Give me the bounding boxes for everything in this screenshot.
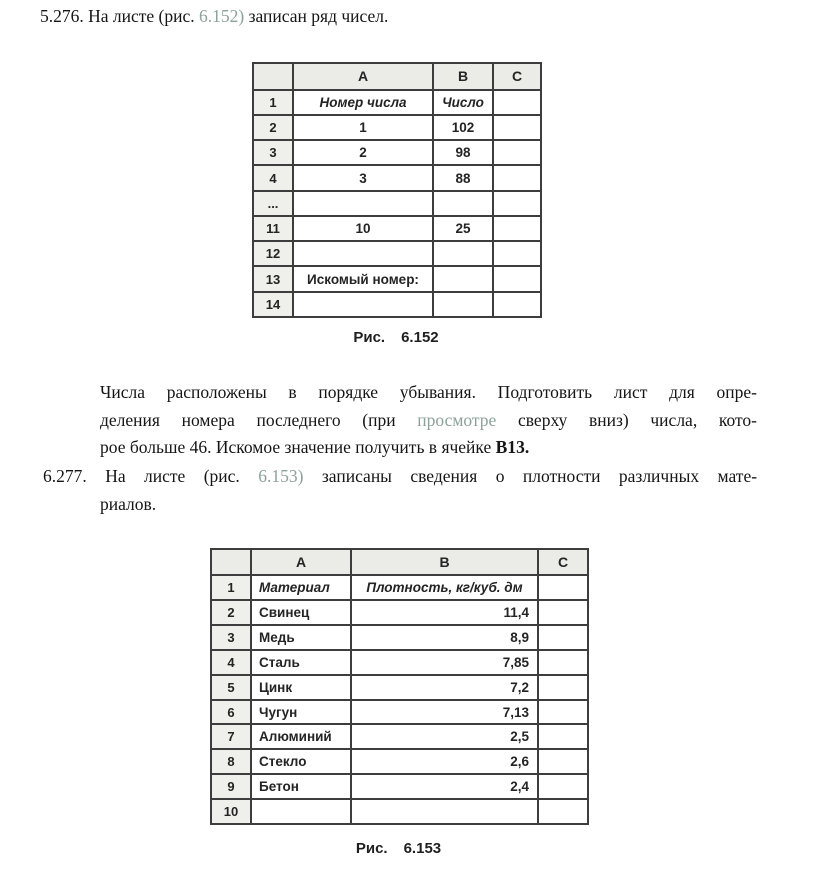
table-row (211, 774, 588, 799)
figure-caption-6152 (252, 329, 540, 346)
paragraph-line (43, 463, 757, 491)
statement-text: записан ряд чисел. (248, 6, 389, 26)
cell-a8: Стекло (251, 749, 351, 774)
figure-caption-6153 (210, 840, 587, 857)
table-row (211, 600, 588, 625)
table-row (253, 216, 541, 241)
row-header-14: 14 (253, 292, 293, 317)
caption-number: 6.152 (401, 329, 439, 346)
column-header-c: C (493, 63, 541, 90)
cell-a1: Материал (251, 575, 351, 600)
table-row (253, 90, 541, 115)
column-header-a: A (251, 549, 351, 575)
cell-c6 (538, 700, 588, 725)
table-row (211, 575, 588, 600)
spreadsheet-figure-6153 (210, 548, 589, 825)
cell-b12 (433, 241, 493, 266)
cell-b13 (433, 266, 493, 291)
table-row (211, 700, 588, 725)
spreadsheet-figure-6152 (252, 62, 542, 318)
cell-b6: 7,13 (351, 700, 538, 725)
cell-c2 (538, 600, 588, 625)
cell-b2: 11,4 (351, 600, 538, 625)
table-row (211, 625, 588, 650)
figure-reference: 6.153) (258, 466, 304, 486)
cell-b1: Плотность, кг/куб. дм (351, 575, 538, 600)
table-row (211, 799, 588, 824)
paragraph-line (100, 407, 757, 435)
cell-c2 (493, 115, 541, 140)
row-header-3: 3 (253, 140, 293, 165)
problem-5276-statement (40, 3, 780, 31)
cell-c-ellipsis (493, 191, 541, 216)
problem-6277-statement (43, 463, 757, 518)
paragraph-line (100, 434, 757, 462)
cell-c4 (493, 165, 541, 190)
row-header-ellipsis: ... (253, 191, 293, 216)
table-row (211, 650, 588, 675)
row-header-10: 10 (211, 799, 251, 824)
cell-c8 (538, 749, 588, 774)
cell-c7 (538, 724, 588, 749)
cell-b9: 2,4 (351, 774, 538, 799)
caption-label: Рис. (353, 329, 386, 346)
table-row (253, 140, 541, 165)
cell-c1 (493, 90, 541, 115)
cell-a-ellipsis (293, 191, 433, 216)
column-header-b: B (433, 63, 493, 90)
cell-c5 (538, 675, 588, 700)
row-header-1: 1 (211, 575, 251, 600)
cell-a14 (293, 292, 433, 317)
cell-b11: 25 (433, 216, 493, 241)
cell-a13: Искомый номер: (293, 266, 433, 291)
row-header-9: 9 (211, 774, 251, 799)
cell-c10 (538, 799, 588, 824)
row-header-6: 6 (211, 700, 251, 725)
table-row (253, 241, 541, 266)
cell-c12 (493, 241, 541, 266)
row-header-5: 5 (211, 675, 251, 700)
corner-cell (253, 63, 293, 90)
table-row (253, 191, 541, 216)
caption-number: 6.153 (403, 840, 442, 857)
caption-label: Рис. (355, 840, 388, 857)
cell-a3: 2 (293, 140, 433, 165)
statement-text: На листе (рис. (105, 466, 240, 486)
cell-a5: Цинк (251, 675, 351, 700)
column-header-row (253, 63, 541, 90)
figure-reference: 6.152) (199, 6, 245, 26)
row-header-3: 3 (211, 625, 251, 650)
cell-a3: Медь (251, 625, 351, 650)
cell-b7: 2,5 (351, 724, 538, 749)
cell-c9 (538, 774, 588, 799)
row-header-8: 8 (211, 749, 251, 774)
cell-a7: Алюминий (251, 724, 351, 749)
cell-b3: 8,9 (351, 625, 538, 650)
cell-b4: 7,85 (351, 650, 538, 675)
column-header-row (211, 549, 588, 575)
cell-b14 (433, 292, 493, 317)
table-row (211, 675, 588, 700)
cell-a6: Чугун (251, 700, 351, 725)
cell-a2: Свинец (251, 600, 351, 625)
task-paragraph (100, 379, 757, 462)
cell-c3 (493, 140, 541, 165)
cell-a10 (251, 799, 351, 824)
cell-a1: Номер числа (293, 90, 433, 115)
cell-c1 (538, 575, 588, 600)
statement-text: На листе (рис. (88, 6, 195, 26)
cell-a12 (293, 241, 433, 266)
column-header-c: C (538, 549, 588, 575)
row-header-13: 13 (253, 266, 293, 291)
cell-c14 (493, 292, 541, 317)
target-cell-reference: В13. (495, 437, 530, 458)
highlighted-word: просмотре (417, 409, 497, 430)
table-row (253, 115, 541, 140)
column-header-a: A (293, 63, 433, 90)
row-header-12: 12 (253, 241, 293, 266)
cell-c4 (538, 650, 588, 675)
table-row (211, 724, 588, 749)
row-header-4: 4 (211, 650, 251, 675)
paragraph-line: риалов. (100, 493, 157, 514)
cell-b3: 98 (433, 140, 493, 165)
problem-number: 6.277. (43, 466, 87, 486)
paragraph-text: деления номера последнего (при (100, 409, 396, 430)
table-row (253, 165, 541, 190)
paragraph-text: сверху вниз) числа, кото- (518, 409, 757, 430)
row-header-2: 2 (253, 115, 293, 140)
problem-number: 5.276. (40, 6, 84, 26)
row-header-4: 4 (253, 165, 293, 190)
cell-b1: Число (433, 90, 493, 115)
paragraph-text: рое больше 46. Искомое значение получить в ячейке (100, 437, 492, 458)
row-header-2: 2 (211, 600, 251, 625)
paragraph-line: Числа расположены в порядке убывания. Подготовить лист для опре- (100, 382, 757, 402)
column-header-b: B (351, 549, 538, 575)
statement-text: записаны сведения о плотности различных мате- (321, 466, 758, 486)
cell-a11: 10 (293, 216, 433, 241)
corner-cell (211, 549, 251, 575)
row-header-1: 1 (253, 90, 293, 115)
cell-b5: 7,2 (351, 675, 538, 700)
cell-a4: 3 (293, 165, 433, 190)
cell-a9: Бетон (251, 774, 351, 799)
table-row (253, 292, 541, 317)
cell-b10 (351, 799, 538, 824)
row-header-7: 7 (211, 724, 251, 749)
cell-c13 (493, 266, 541, 291)
cell-a4: Сталь (251, 650, 351, 675)
table-row (211, 749, 588, 774)
cell-b4: 88 (433, 165, 493, 190)
cell-c3 (538, 625, 588, 650)
cell-b2: 102 (433, 115, 493, 140)
cell-b-ellipsis (433, 191, 493, 216)
row-header-11: 11 (253, 216, 293, 241)
cell-b8: 2,6 (351, 749, 538, 774)
table-row (253, 266, 541, 291)
cell-a2: 1 (293, 115, 433, 140)
cell-c11 (493, 216, 541, 241)
